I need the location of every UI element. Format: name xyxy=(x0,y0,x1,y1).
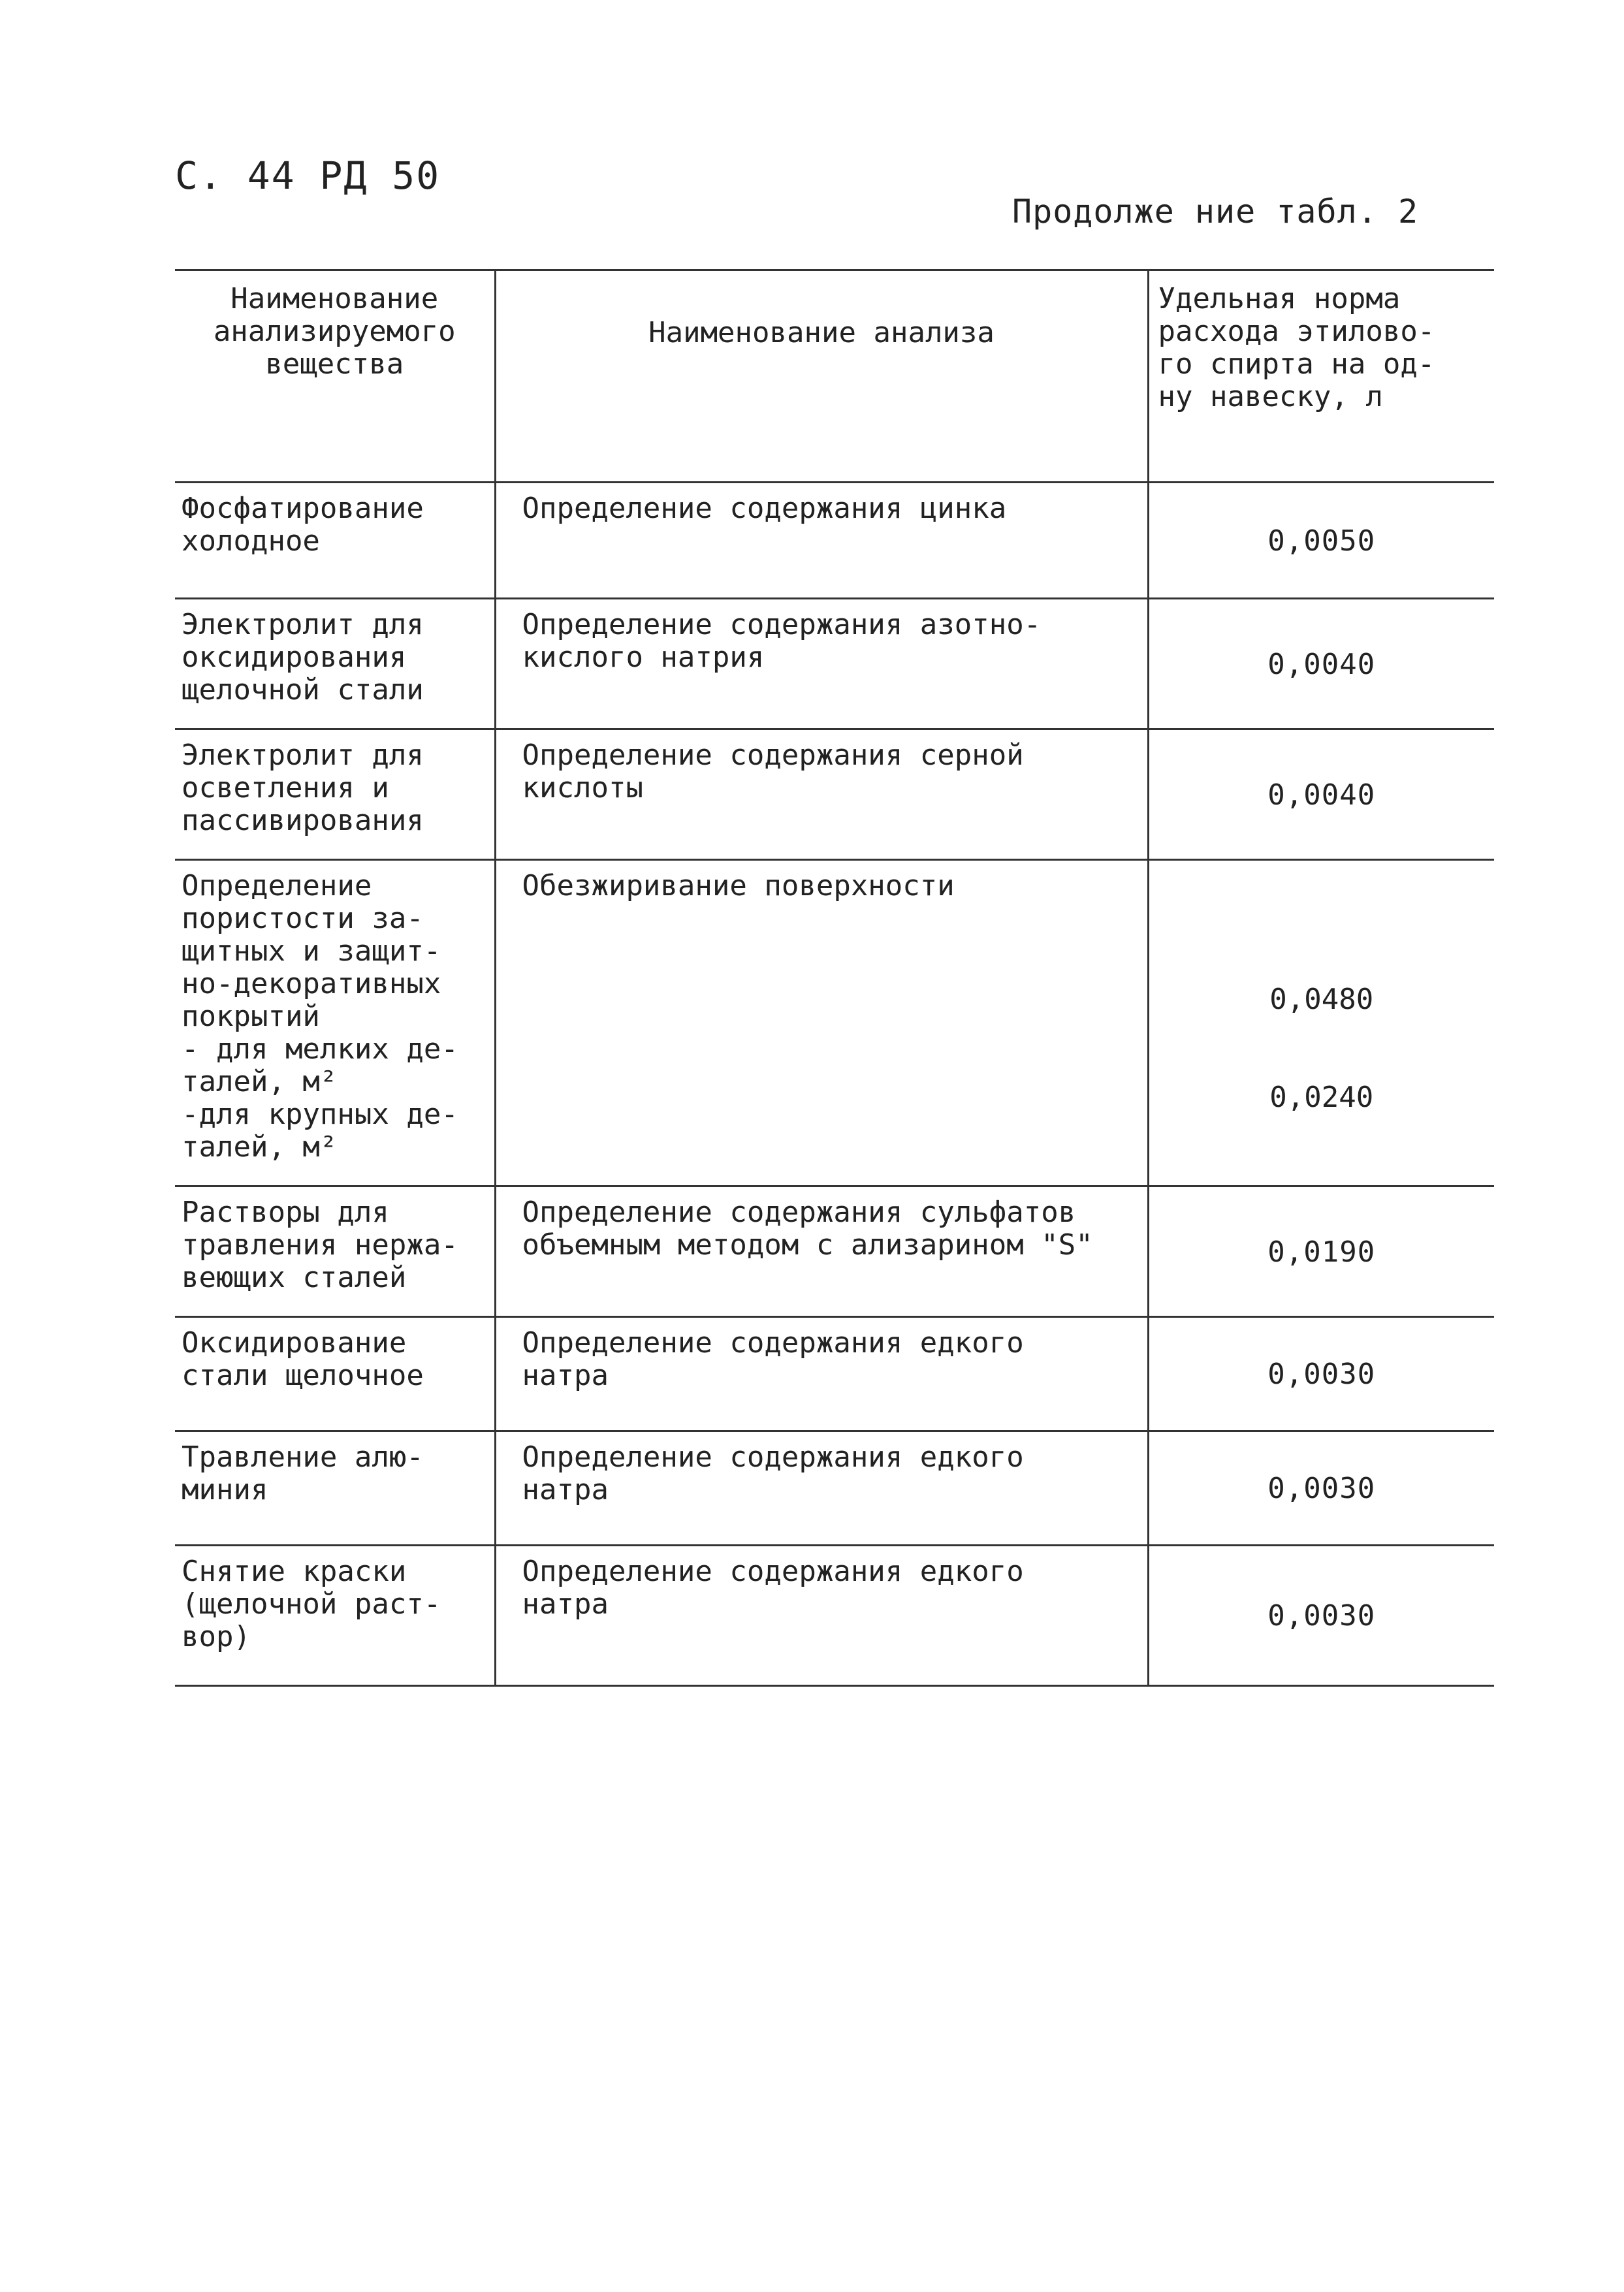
cell-analysis: Определение содержания сульфатов объемным методом с ализарином "S" xyxy=(495,1186,1148,1317)
cell-substance: Оксидирование стали щелочное xyxy=(175,1317,495,1431)
table-row xyxy=(175,860,1494,1186)
cell-analysis: Определение содержания едкого натра xyxy=(495,1317,1148,1431)
table-row xyxy=(175,1431,1494,1546)
cell-norm: 0,0030 xyxy=(1148,1431,1494,1546)
table-row xyxy=(175,1546,1494,1686)
consumption-table xyxy=(175,269,1494,1687)
cell-norm: 0,0040 xyxy=(1148,729,1494,860)
cell-analysis: Определение содержания азотно- кислого натрия xyxy=(495,599,1148,729)
norm-large-parts: 0,0240 xyxy=(1269,1081,1374,1114)
table-continuation-label: Продолже ние табл. 2 xyxy=(1012,193,1419,231)
cell-substance: Электролит для оксидирования щелочной стали xyxy=(175,599,495,729)
table-row xyxy=(175,483,1494,599)
table-row xyxy=(175,1317,1494,1431)
cell-norm: 0,0050 xyxy=(1148,483,1494,599)
cell-substance: Травление алю- миния xyxy=(175,1431,495,1546)
cell-norm: 0,0030 xyxy=(1148,1317,1494,1431)
cell-analysis: Определение содержания серной кислоты xyxy=(495,729,1148,860)
cell-analysis: Определение содержания цинка xyxy=(495,483,1148,599)
cell-analysis: Обезжиривание поверхности xyxy=(495,860,1148,1186)
consumption-table-container xyxy=(175,269,1494,1687)
header-norm: Удельная норма расхода этилово- го спирта на од- ну навеску, л xyxy=(1148,270,1494,483)
norm-small-parts: 0,0480 xyxy=(1269,983,1374,1016)
table-row xyxy=(175,599,1494,729)
cell-substance: Электролит для осветления и пассивирования xyxy=(175,729,495,860)
cell-analysis: Определение содержания едкого натра xyxy=(495,1431,1148,1546)
cell-substance: Растворы для травления нержа- веющих сталей xyxy=(175,1186,495,1317)
cell-analysis: Определение содержания едкого натра xyxy=(495,1546,1148,1686)
cell-substance: Фосфатирование холодное xyxy=(175,483,495,599)
cell-substance: Снятие краски (щелочной раст- вор) xyxy=(175,1546,495,1686)
page-header: С. 44 РД 50 xyxy=(175,153,441,198)
table-row xyxy=(175,1186,1494,1317)
cell-norm: 0,0040 xyxy=(1148,599,1494,729)
header-substance: Наименование анализируемого вещества xyxy=(175,270,495,483)
cell-substance: Определение пористости за- щитных и защит- но-декоративных покрытий - для мелких де- талей, м² -для крупных де- талей, м² xyxy=(175,860,495,1186)
table-header-row xyxy=(175,270,1494,483)
table-row xyxy=(175,729,1494,860)
cell-norm: 0,0030 xyxy=(1148,1546,1494,1686)
cell-norm xyxy=(1148,860,1494,1186)
cell-norm: 0,0190 xyxy=(1148,1186,1494,1317)
header-analysis: Наименование анализа xyxy=(495,270,1148,483)
